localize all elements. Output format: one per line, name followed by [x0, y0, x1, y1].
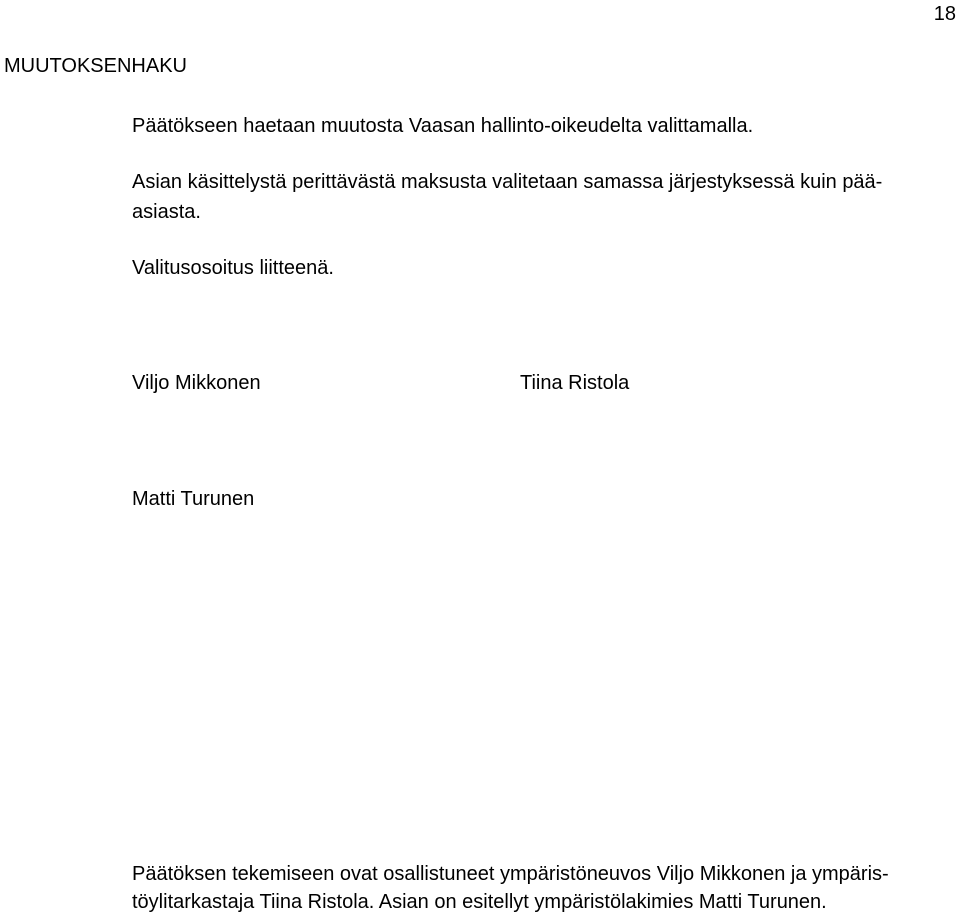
paragraph-appeal: Päätökseen haetaan muutosta Vaasan hallinto-oikeudelta valittamalla.: [132, 115, 754, 137]
page-number: 18: [933, 3, 956, 25]
paragraph-fee-line-1: Asian käsittelystä perittävästä maksusta valitetaan samassa järjestyksessä kuin pää-: [132, 171, 883, 193]
section-heading: MUUTOKSENHAKU: [4, 55, 187, 77]
footer-line-2: töylitarkastaja Tiina Ristola. Asian on esitellyt ympäristölakimies Matti Turunen.: [132, 891, 827, 913]
footer-line-1: Päätöksen tekemiseen ovat osallistuneet ympäristöneuvos Viljo Mikkonen ja ympäris-: [132, 863, 889, 885]
paragraph-attachment-note: Valitusosoitus liitteenä.: [132, 257, 334, 279]
paragraph-fee-line-2: asiasta.: [132, 201, 201, 223]
signature-name-2: Tiina Ristola: [520, 372, 630, 394]
signature-name-1: Viljo Mikkonen: [132, 372, 261, 394]
signature-name-3: Matti Turunen: [132, 488, 255, 510]
